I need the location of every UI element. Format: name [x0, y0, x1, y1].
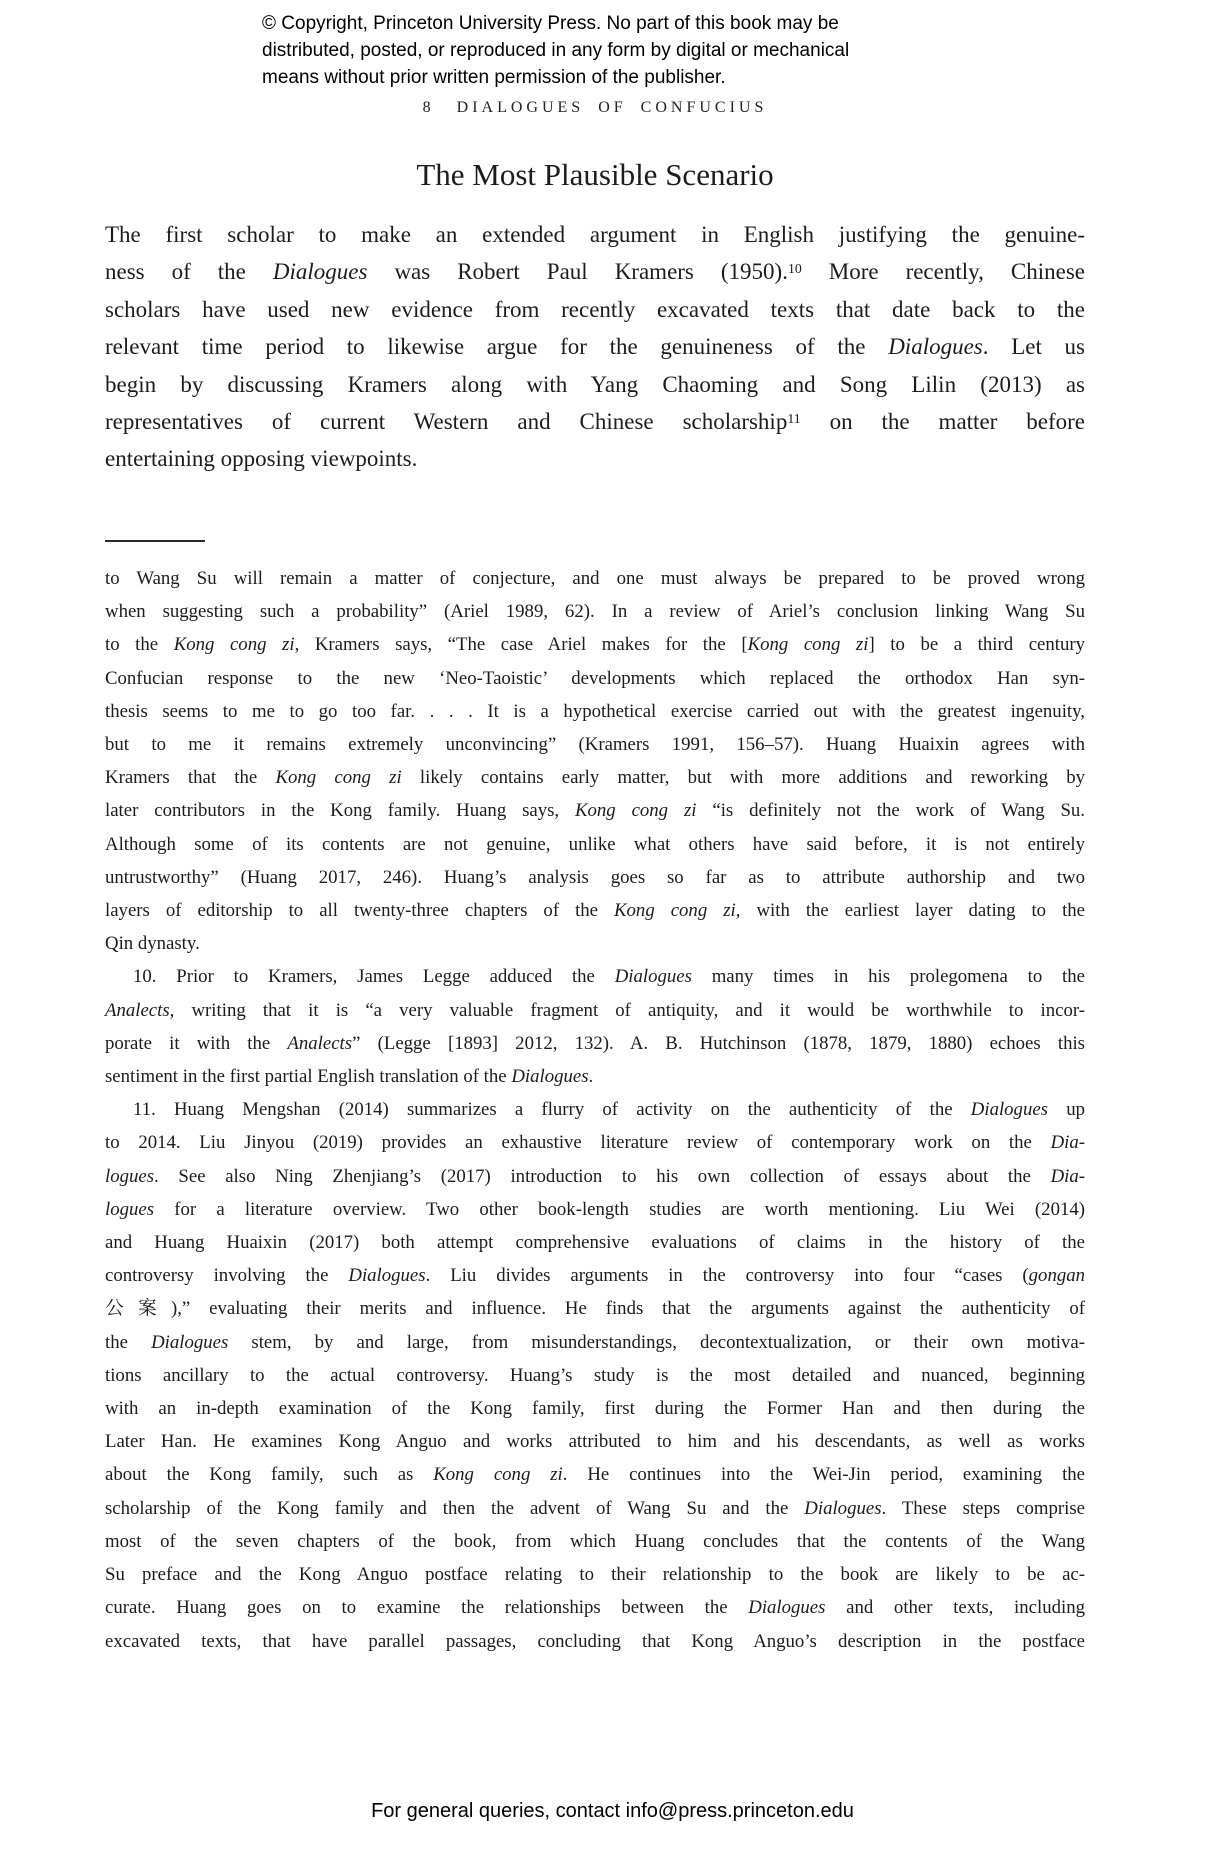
footnote-10: [105, 960, 1085, 1093]
text-line: representatives of current Western and Chinese scholarship$^{11}$ on the matter before: [105, 409, 1085, 435]
text-line: scholars have used new evidence from recently excavated texts that date back to the: [105, 296, 1085, 322]
text-line: Confucian response to the new ‘Neo-Taoistic’ developments which replaced the orthodox Han syn-: [105, 667, 1085, 689]
footnote-separator: [105, 540, 205, 542]
page-number: 8: [422, 99, 431, 116]
running-head-title: DIALOGUES OF CONFUCIUS: [456, 99, 768, 116]
text-line: begin by discussing Kramers along with Yang Chaoming and Song Lilin (2013) as: [105, 371, 1085, 397]
text-line: about the Kong family, such as Kong cong zi. He continues into the Wei-Jin period, examining the: [105, 1464, 1086, 1486]
copyright-line: means without prior written permission of the publisher.: [262, 67, 726, 88]
text-line: tions ancillary to the actual controversy. Huang’s study is the most detailed and nuanced, beginning: [105, 1364, 1085, 1386]
footnotes-block: [105, 562, 1085, 1658]
running-head: [105, 99, 1085, 117]
text-line: logues for a literature overview. Two other book-length studies are worth mentioning. Liu Wei (2014): [105, 1198, 1085, 1220]
text-line: Qin dynasty.: [105, 933, 200, 955]
text-line: Analects, writing that it is “a very valuable fragment of antiquity, and it would be worthwhile to incor-: [105, 999, 1085, 1021]
text-line: Later Han. He examines Kong Anguo and works attributed to him and his descendants, as well as works: [105, 1431, 1085, 1453]
text-line: entertaining opposing viewpoints.: [105, 446, 418, 472]
text-line: the Dialogues stem, by and large, from misunderstandings, decontextualization, or their own motiva-: [105, 1331, 1085, 1353]
text-line: to the Kong cong zi, Kramers says, “The case Ariel makes for the [Kong cong zi] to be a third century: [105, 634, 1086, 656]
copyright-line: distributed, posted, or reproduced in any form by digital or mechanical: [262, 40, 850, 61]
body-paragraph: [105, 216, 1085, 478]
text-line: Su preface and the Kong Anguo postface relating to their relationship to the book are likely to be ac-: [105, 1564, 1085, 1586]
text-line: to Wang Su will remain a matter of conjecture, and one must always be prepared to be proved wrong: [105, 568, 1085, 589]
section-title: The Most Plausible Scenario: [416, 157, 774, 192]
text-line: 公案),” evaluating their merits and influence. He finds that the arguments against the authenticity of: [105, 1298, 1085, 1320]
text-line: later contributors in the Kong family. Huang says, Kong cong zi “is definitely not the work of Wang Su.: [105, 800, 1086, 822]
text-line: scholarship of the Kong family and then the advent of Wang Su and the Dialogues. These steps comprise: [105, 1497, 1085, 1519]
copyright-notice: [262, 10, 849, 91]
text-line: excavated texts, that have parallel passages, concluding that Kong Anguo’s description in the postface: [105, 1630, 1085, 1652]
text-line: Although some of its contents are not genuine, unlike what others have said before, it is not entirely: [105, 833, 1085, 855]
footnote-11: [105, 1093, 1085, 1657]
text-line: ness of the Dialogues was Robert Paul Kramers (1950).$^{10}$ More recently, Chinese: [105, 259, 1085, 285]
text-line: The first scholar to make an extended argument in English justifying the genuine-: [105, 222, 1085, 247]
text-line: to 2014. Liu Jinyou (2019) provides an exhaustive literature review of contemporary work on the Dia-: [105, 1132, 1085, 1154]
text-line: but to me it remains extremely unconvincing” (Kramers 1991, 156–57). Huang Huaixin agrees with: [105, 734, 1085, 756]
footnote-continuation: [105, 562, 1085, 960]
text-line: 11. Huang Mengshan (2014) summarizes a flurry of activity on the authenticity of the Dialogues up: [133, 1099, 1085, 1121]
text-line: thesis seems to me to go too far. . . . It is a hypothetical exercise carried out with the greatest ingenuity,: [105, 700, 1085, 722]
text-line: controversy involving the Dialogues. Liu divides arguments in the controversy into four “cases (gongan: [105, 1265, 1085, 1287]
copyright-line: © Copyright, Princeton University Press. No part of this book may be: [262, 13, 839, 34]
text-line: with an in-depth examination of the Kong family, first during the Former Han and then during the: [105, 1398, 1085, 1420]
text-line: untrustworthy” (Huang 2017, 246). Huang’s analysis goes so far as to attribute authorship and two: [105, 866, 1085, 888]
text-line: when suggesting such a probability” (Ariel 1989, 62). In a review of Ariel’s conclusion linking Wang Su: [105, 601, 1085, 623]
text-line: sentiment in the first partial English translation of the Dialogues.: [105, 1066, 594, 1088]
text-line: and Huang Huaixin (2017) both attempt comprehensive evaluations of claims in the history of the: [105, 1232, 1085, 1254]
text-line: most of the seven chapters of the book, from which Huang concludes that the contents of the Wang: [105, 1530, 1085, 1552]
footer-contact: For general queries, contact info@press.princeton.edu: [371, 1800, 854, 1822]
text-line: porate it with the Analects” (Legge [1893] 2012, 132). A. B. Hutchinson (1878, 1879, 1880) echoes this: [105, 1032, 1085, 1054]
text-line: logues. See also Ning Zhenjiang’s (2017) introduction to his own collection of essays about the Dia-: [105, 1165, 1085, 1187]
text-line: layers of editorship to all twenty-three chapters of the Kong cong zi, with the earliest layer dating to the: [105, 900, 1086, 922]
text-line: curate. Huang goes on to examine the relationships between the Dialogues and other texts, including: [105, 1597, 1085, 1619]
text-line: relevant time period to likewise argue for the genuineness of the Dialogues. Let us: [105, 334, 1085, 360]
text-line: 10. Prior to Kramers, James Legge adduced the Dialogues many times in his prolegomena to the: [133, 966, 1085, 988]
text-line: Kramers that the Kong cong zi likely contains early matter, but with more additions and reworking by: [105, 767, 1086, 789]
